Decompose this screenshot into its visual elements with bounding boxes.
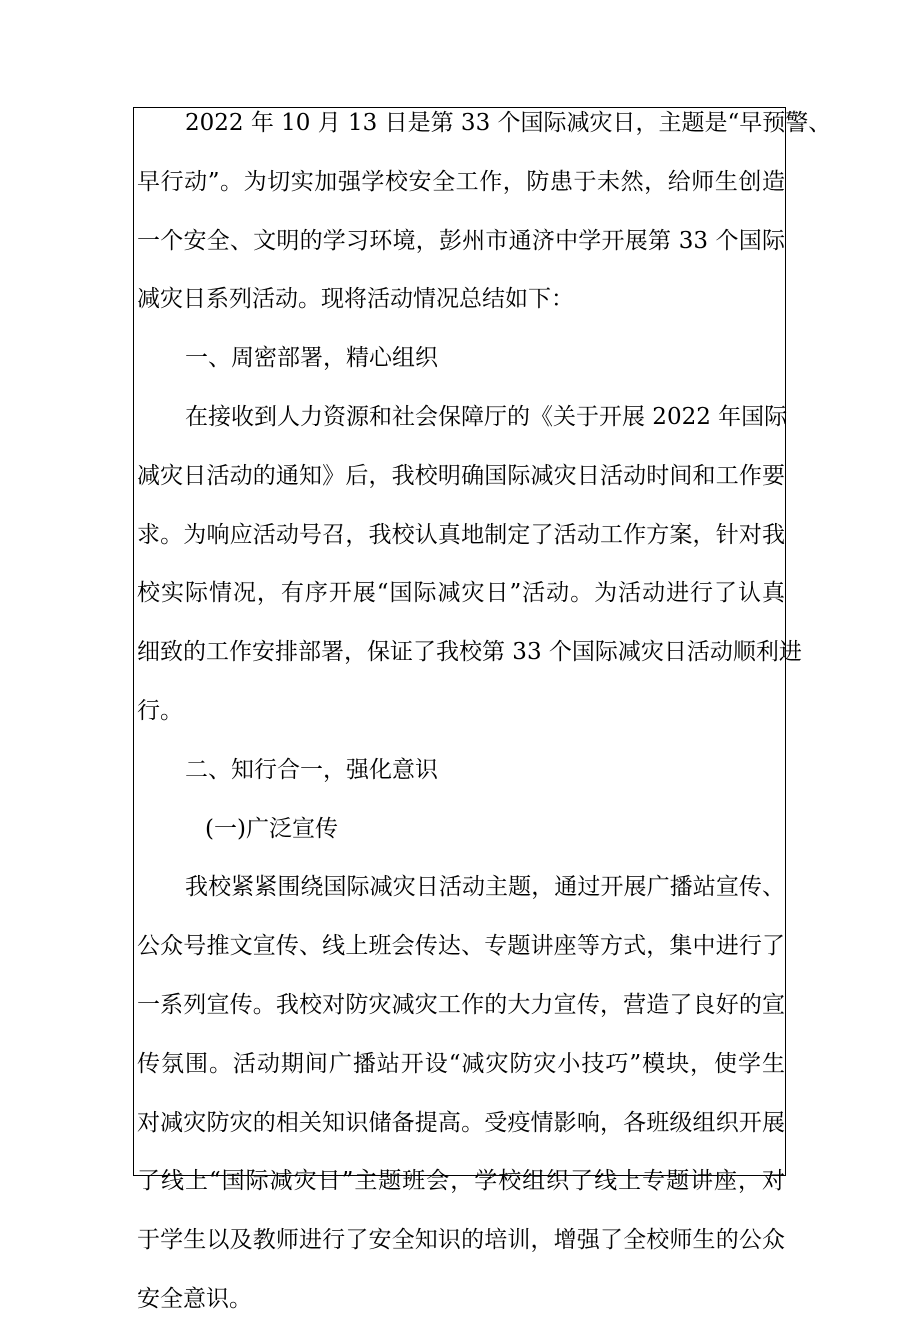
intro-line-1: 2022 年 10 月 13 日是第 33 个国际减灾日，主题是“早预警、 <box>185 110 832 136</box>
section2-sub1-heading: (一)广泛宣传 <box>205 815 338 842</box>
intro-line-2: 早行动”。为切实加强学校安全工作，防患于未然，给师生创造 <box>137 168 785 195</box>
section2-sub1-line-1: 我校紧紧围绕国际减灾日活动主题，通过开展广播站宣传、 <box>185 874 785 901</box>
section1-line-5: 细致的工作安排部署，保证了我校第 33 个国际减灾日活动顺利进 <box>137 639 802 666</box>
section1-line-2: 减灾日活动的通知》后，我校明确国际减灾日活动时间和工作要 <box>137 462 785 489</box>
section1-line-1: 在接收到人力资源和社会保障厅的《关于开展 2022 年国际 <box>185 404 788 430</box>
section1-line-4: 校实际情况，有序开展“国际减灾日”活动。为活动进行了认真 <box>137 580 785 607</box>
section2-sub1-line-4: 传氛围。活动期间广播站开设“减灾防灾小技巧”模块，使学生 <box>137 1050 785 1077</box>
section1-heading: 一、周密部署，精心组织 <box>185 345 438 372</box>
intro-line-4: 减灾日系列活动。现将活动情况总结如下： <box>137 286 574 313</box>
intro-line-3: 一个安全、文明的学习环境，彭州市通济中学开展第 33 个国际 <box>137 227 785 254</box>
section2-heading: 二、知行合一，强化意识 <box>185 756 438 783</box>
section2-sub1-line-6: 了线上“国际减灾日”主题班会，学校组织了线上专题讲座，对 <box>137 1168 785 1195</box>
section2-sub1-line-8: 安全意识。 <box>137 1286 252 1312</box>
section2-sub1-line-7: 于学生以及教师进行了安全知识的培训，增强了全校师生的公众 <box>137 1227 785 1254</box>
section2-sub1-line-2: 公众号推文宣传、线上班会传达、专题讲座等方式，集中进行了 <box>137 933 785 960</box>
section1-line-6: 行。 <box>137 698 183 724</box>
section2-sub1-line-3: 一系列宣传。我校对防灾减灾工作的大力宣传，营造了良好的宣 <box>137 992 785 1018</box>
section2-sub1-line-5: 对减灾防灾的相关知识储备提高。受疫情影响，各班级组织开展 <box>137 1109 785 1136</box>
section1-line-3: 求。为响应活动号召，我校认真地制定了活动工作方案，针对我 <box>137 521 785 548</box>
